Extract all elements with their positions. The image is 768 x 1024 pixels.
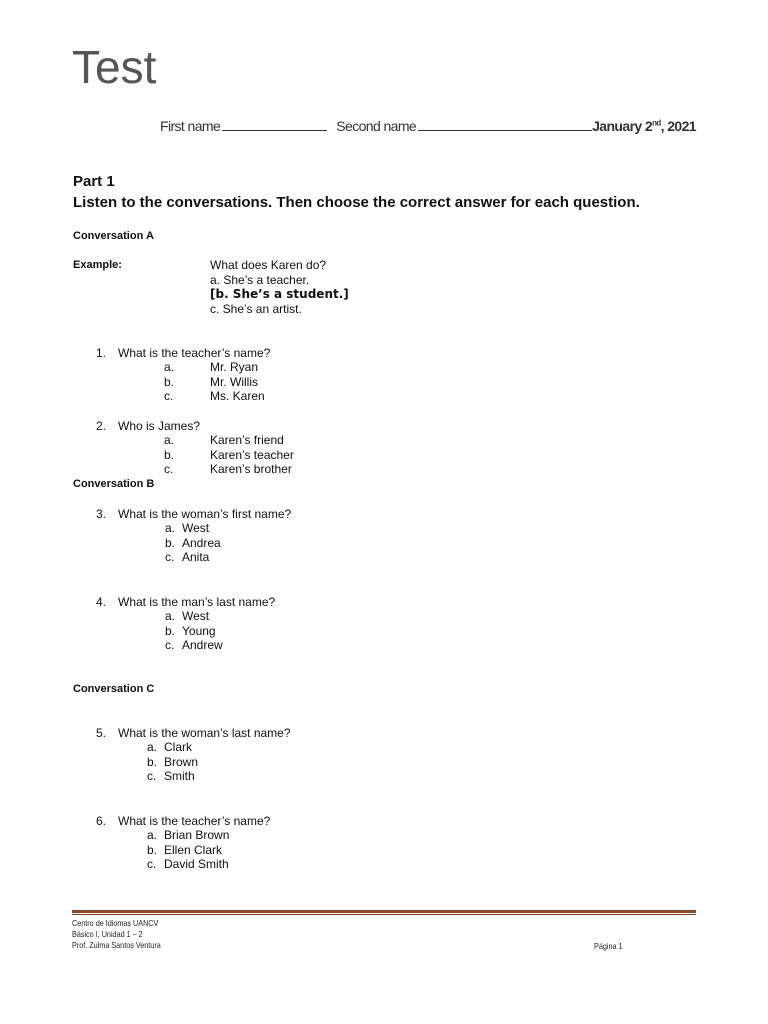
part-heading: Part 1 bbox=[73, 173, 115, 190]
second-name-blank[interactable] bbox=[418, 120, 592, 131]
question-1: 1. What is the teacher’s name? bbox=[96, 346, 271, 360]
question-3: 3. What is the woman’s first name? bbox=[96, 507, 292, 521]
question-4: 4. What is the man’s last name? bbox=[96, 595, 276, 609]
page-title: Test bbox=[72, 41, 157, 93]
name-date-row bbox=[160, 118, 696, 134]
footer-teacher: Prof. Zulma Santos Ventura bbox=[72, 940, 161, 950]
footer-rule-thick bbox=[72, 910, 696, 913]
example-option: a. She’s a teacher. bbox=[210, 272, 310, 287]
option[interactable]: b. Andrea bbox=[165, 535, 221, 550]
question-5: 5. What is the woman’s last name? bbox=[96, 726, 291, 740]
question-4-options bbox=[165, 609, 223, 653]
option[interactable]: c. Anita bbox=[165, 550, 210, 564]
example-question: What does Karen do? bbox=[210, 258, 327, 272]
example-block bbox=[210, 258, 349, 316]
footer-course: Básico I, Unidad 1 – 2 bbox=[72, 929, 143, 939]
option[interactable]: a. West bbox=[165, 521, 210, 535]
option[interactable]: a. Clark bbox=[147, 740, 193, 754]
option[interactable]: b. Mr. Willis bbox=[164, 374, 258, 389]
conversation-c-label: Conversation C bbox=[73, 683, 155, 695]
first-name-label: First name bbox=[160, 118, 221, 134]
example-option: c. She’s an artist. bbox=[210, 301, 302, 316]
instructions: Listen to the conversations. Then choose the correct answer for each question. bbox=[73, 194, 640, 211]
footer-info bbox=[72, 918, 161, 951]
first-name-blank[interactable] bbox=[222, 120, 327, 131]
example-option-answer: [b. She’s a student.] bbox=[210, 287, 349, 301]
page-number: Página 1 bbox=[594, 941, 623, 951]
question-6: 6. What is the teacher’s name? bbox=[96, 814, 271, 828]
question-2-options bbox=[164, 433, 294, 477]
question-5-options bbox=[147, 740, 198, 784]
question-2: 2. Who is James? bbox=[96, 419, 201, 433]
conversation-a-label: Conversation A bbox=[73, 230, 154, 242]
option[interactable]: a. West bbox=[165, 609, 210, 623]
conversation-b-label: Conversation B bbox=[73, 478, 155, 490]
option[interactable]: b. Young bbox=[165, 623, 216, 638]
option[interactable]: b. Ellen Clark bbox=[147, 842, 223, 857]
question-1-options bbox=[164, 360, 265, 404]
footer-institution: Centro de Idiomas UANCV bbox=[72, 918, 159, 928]
second-name-label: Second name bbox=[336, 118, 417, 134]
option[interactable]: b. Karen’s teacher bbox=[164, 447, 294, 462]
option[interactable]: a. Karen’s friend bbox=[164, 433, 284, 447]
option[interactable]: b. Brown bbox=[147, 754, 199, 769]
footer-rule-thin bbox=[72, 914, 696, 915]
date: January 2nd, 2021 bbox=[592, 118, 696, 134]
option[interactable]: c. Smith bbox=[147, 769, 195, 783]
option[interactable]: c. Ms. Karen bbox=[164, 389, 265, 403]
example-label: Example: bbox=[73, 259, 122, 271]
option[interactable]: c. David Smith bbox=[147, 857, 229, 871]
option[interactable]: a. Brian Brown bbox=[147, 828, 230, 842]
question-3-options bbox=[165, 521, 221, 565]
option[interactable]: c. Karen’s brother bbox=[164, 462, 292, 476]
option[interactable]: a. Mr. Ryan bbox=[164, 360, 259, 374]
question-6-options bbox=[147, 828, 229, 872]
option[interactable]: c. Andrew bbox=[165, 638, 223, 652]
